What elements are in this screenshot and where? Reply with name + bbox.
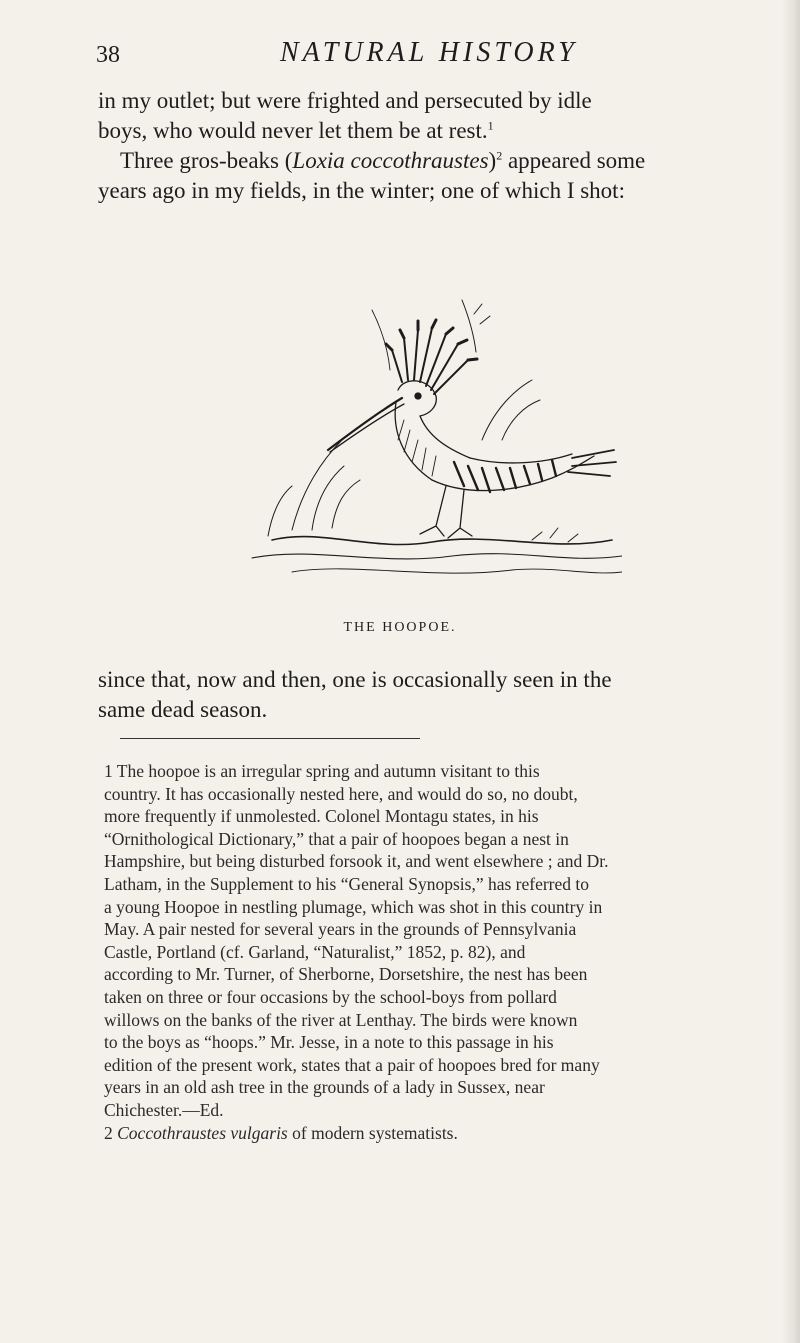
text-line: in my outlet; but were frighted and persecuted by idle	[98, 88, 592, 113]
text-line: years ago in my fields, in the winter; one of which I shot:	[98, 178, 625, 203]
footnote-2-species: Coccothraustes vulgaris	[117, 1122, 288, 1143]
footnote-line: taken on three or four occasions by the school-boys from pollard	[104, 986, 557, 1007]
footnote-line: a young Hoopoe in nestling plumage, which was shot in this country in	[104, 896, 603, 917]
footnote-line: willows on the banks of the river at Lenthay. The birds were known	[104, 1009, 578, 1030]
footnote-line: country. It has occasionally nested here, and would do so, no doubt,	[104, 783, 578, 804]
footnote-line: “Ornithological Dictionary,” that a pair of hoopoes began a nest in	[104, 828, 569, 849]
text-line: since that, now and then, one is occasionally seen in the	[98, 667, 612, 692]
page-edge-shadow	[782, 0, 800, 1343]
footnote-line: Chichester.—Ed.	[104, 1099, 224, 1120]
footnote-line: Castle, Portland (cf. Garland, “Naturalist,” 1852, p. 82), and	[104, 941, 526, 962]
footnote-mark-1[interactable]: 1	[487, 118, 494, 133]
footnote-rule	[120, 738, 420, 739]
running-head: NATURAL HISTORY	[280, 37, 578, 68]
hoopoe-engraving-main	[232, 290, 622, 610]
footnote-mark-2[interactable]: 2	[496, 148, 503, 163]
paragraph-2	[98, 665, 710, 725]
footnote-line: May. A pair nested for several years in the grounds of Pennsylvania	[104, 919, 577, 940]
page-number: 38	[96, 42, 120, 68]
text-line: boys, who would never let them be at rest.$^1$	[98, 118, 494, 143]
figure-caption: THE HOOPOE.	[343, 620, 457, 635]
footnote-line: Hampshire, but being disturbed forsook it, and went elsewhere ; and Dr.	[104, 851, 609, 872]
footnote-2: 2 Coccothraustes vulgaris of modern systematists.	[104, 1122, 458, 1143]
footnote-line: years in an old ash tree in the grounds of a lady in Sussex, near	[104, 1077, 545, 1098]
text-line: same dead season.	[98, 697, 268, 722]
footnote-line: 1 The hoopoe is an irregular spring and autumn visitant to this	[104, 761, 540, 781]
footnote-line: to the boys as “hoops.” Mr. Jesse, in a note to this passage in his	[104, 1032, 554, 1053]
footnote-line: edition of the present work, states that a pair of hoopoes bred for many	[104, 1054, 600, 1075]
text-line: Three gros-beaks (Loxia coccothraustes)$^2$ appeared some	[120, 148, 646, 173]
footnote-line: Latham, in the Supplement to his “General Synopsis,” has referred to	[104, 873, 590, 894]
footnote-line: more frequently if unmolested. Colonel Montagu states, in his	[104, 806, 539, 827]
hoopoe-bird-drawing	[232, 0, 612, 340]
footnotes	[104, 760, 706, 1144]
species-name: Loxia coccothraustes	[292, 148, 489, 173]
footnote-line: according to Mr. Turner, of Sherborne, Dorsetshire, the nest has been	[104, 964, 588, 985]
